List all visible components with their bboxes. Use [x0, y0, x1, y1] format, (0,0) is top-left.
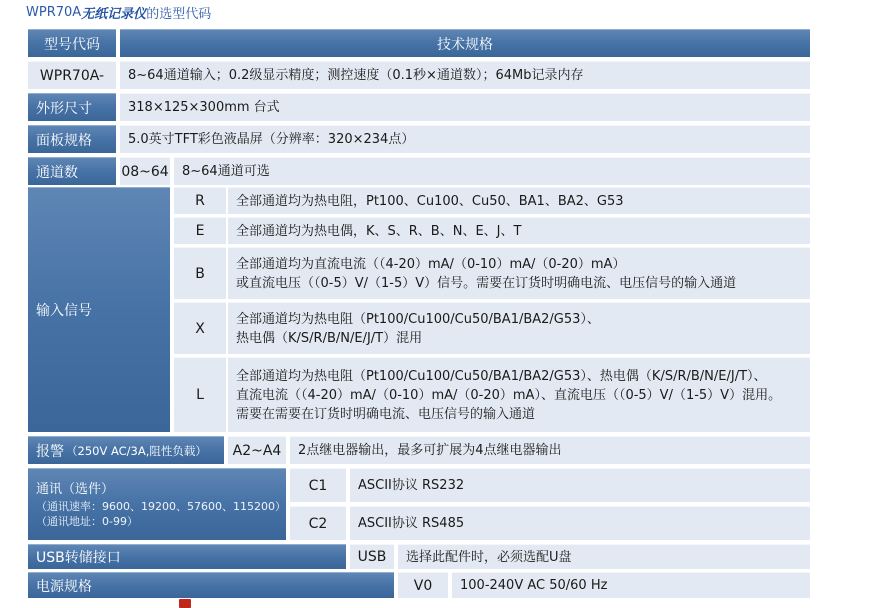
comm-spec-c2: ASCII协议 RS485 [350, 506, 810, 540]
input-label: 输入信号 [28, 187, 170, 432]
pdf-icon[interactable] [179, 599, 191, 608]
input-code-r: R [174, 187, 226, 214]
usb-code: USB [350, 544, 394, 569]
alarm-label-main: 报警 [36, 443, 64, 460]
channel-label: 通道数 [28, 157, 116, 185]
title-suffix: 的选型代码 [146, 6, 212, 22]
comm-spec-c1: ASCII协议 RS232 [350, 468, 810, 502]
header-spec: 技术规格 [120, 29, 810, 57]
comm-label [28, 468, 286, 540]
channel-code: 08~64 [120, 157, 170, 185]
input-spec-l [228, 357, 810, 432]
comm-label-rate: （通讯速率：9600、19200、57600、115200） [36, 499, 286, 513]
power-label: 电源规格 [28, 572, 394, 598]
usb-label: USB转储接口 [28, 544, 346, 569]
size-spec: 318×125×300mm 台式 [120, 93, 810, 121]
input-spec-b-line: 全部通道均为直流电流（（4-20）mA/（0-10）mA/（0-20）mA） [236, 256, 626, 272]
input-spec-b [228, 247, 810, 299]
input-code-b: B [174, 247, 226, 299]
page-title [26, 2, 211, 22]
input-spec-b-line: 或直流电压（（0-5）V/（1-5）V）信号。需要在订货时明确电流、电压信号的输入通道 [236, 275, 737, 291]
input-spec-e-line: 全部通道均为热电偶，K、S、R、B、N、E、J、T [236, 223, 522, 239]
input-spec-x-line: 全部通道均为热电阻（Pt100/Cu100/Cu50/BA1/BA2/G53）、 [236, 311, 600, 327]
channel-spec: 8~64通道可选 [174, 157, 810, 185]
input-code-e: E [174, 217, 226, 244]
input-spec-l-line: 直流电流（（4-20）mA/（0-10）mA/（0-20）mA）、直流电压（（0-5）V/（1-5）V）混用。 [236, 387, 782, 403]
power-spec: 100-240V AC 50/60 Hz [452, 572, 810, 598]
model-spec: 8~64通道输入；0.2级显示精度；测控速度（0.1秒×通道数）；64Mb记录内存 [120, 61, 810, 89]
panel-label: 面板规格 [28, 125, 116, 153]
input-code-x: X [174, 302, 226, 354]
power-code: V0 [398, 572, 448, 598]
input-spec-r-line: 全部通道均为热电阻，Pt100、Cu100、Cu50、BA1、BA2、G53 [236, 193, 624, 209]
alarm-code: A2~A4 [228, 436, 286, 464]
input-code-l: L [174, 357, 226, 432]
alarm-label [28, 436, 224, 464]
comm-code-c2: C2 [290, 506, 346, 540]
alarm-spec: 2点继电器输出，最多可扩展为4点继电器输出 [290, 436, 810, 464]
input-spec-l-line: 全部通道均为热电阻（Pt100/Cu100/Cu50/BA1/BA2/G53）、热电偶（K/S/R/B/N/E/J/T）、 [236, 368, 767, 384]
comm-label-main: 通讯（选件） [36, 481, 115, 497]
model-code: WPR70A- [28, 61, 116, 89]
alarm-label-detail: （250V AC/3A,阻性负载） [66, 443, 207, 458]
title-prefix: WPR70A [26, 4, 82, 20]
size-label: 外形尺寸 [28, 93, 116, 121]
input-spec-l-line: 需要在需要在订货时明确电流、电压信号的输入通道 [236, 406, 536, 422]
header-model-code: 型号代码 [28, 29, 116, 57]
comm-code-c1: C1 [290, 468, 346, 502]
input-spec-x [228, 302, 810, 354]
input-spec-e [228, 217, 810, 244]
comm-label-address: （通讯地址：0-99） [36, 514, 138, 528]
input-spec-r [228, 187, 810, 214]
input-spec-x-line: 热电偶（K/S/R/B/N/E/J/T）混用 [236, 330, 423, 346]
panel-spec: 5.0英寸TFT彩色液晶屏（分辨率：320×234点） [120, 125, 810, 153]
title-emphasis: 无纸记录仪 [81, 6, 147, 22]
usb-spec: 选择此配件时，必须选配U盘 [398, 544, 810, 569]
